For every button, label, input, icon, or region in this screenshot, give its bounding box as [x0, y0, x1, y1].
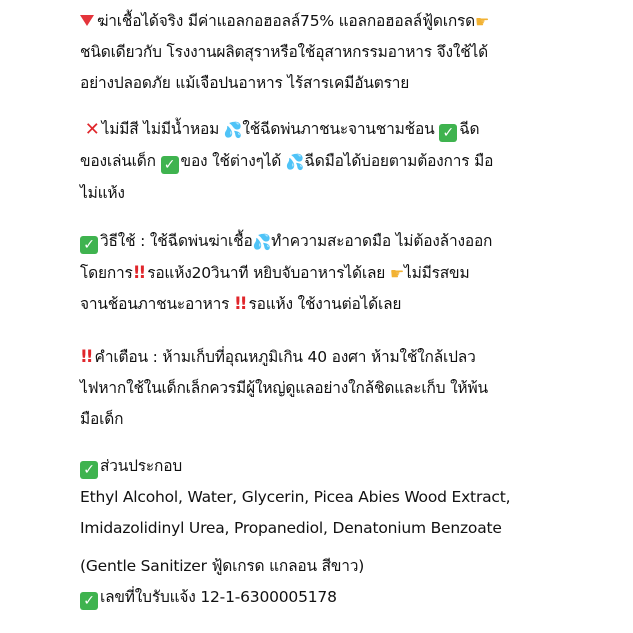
- cross-mark-icon: ✕: [84, 119, 100, 140]
- double-exclamation-icon: !!: [80, 347, 92, 367]
- sweat-droplets-icon: 💦: [285, 153, 305, 171]
- paragraph-benefits: [80, 6, 580, 99]
- paragraph-ingredients: [80, 451, 580, 544]
- paragraph-line: ไฟหากใช้ในเด็กเล็กควรมีผู้ใหญ่ดูแลอย่างใกล้ชิดและเก็บ ให้พ้น: [80, 379, 488, 397]
- paragraph-line: Ethyl Alcohol, Water, Glycerin, Picea Abies Wood Extract,: [80, 488, 511, 506]
- check-mark-icon: ✓: [80, 592, 98, 610]
- paragraph-line: มือเด็ก: [80, 410, 124, 428]
- paragraph-features: [80, 114, 580, 209]
- text-segment: ทำความสะอาดมือ ไม่ต้องล้างออก: [271, 232, 493, 250]
- registration-number: เลขที่ใบรับแจ้ง 12-1-6300005178: [100, 588, 337, 606]
- text-segment: โดยการ: [80, 264, 133, 282]
- paragraph-line: [80, 226, 580, 258]
- text-segment: ฉีดมือได้บ่อยตามต้องการ มือ: [304, 152, 494, 170]
- double-exclamation-icon: !!: [233, 294, 246, 314]
- text-segment: ฉีด: [459, 120, 480, 138]
- paragraph-line: Imidazolidinyl Urea, Propanediol, Denatonium Benzoate: [80, 519, 502, 537]
- paragraph-line: [80, 451, 580, 482]
- sweat-droplets-icon: 💦: [223, 121, 243, 139]
- pointing-hand-icon: ☛: [389, 264, 405, 283]
- paragraph-line: อย่างปลอดภัย แม้เจือปนอาหาร ไร้สารเคมีอันตราย: [80, 74, 410, 92]
- paragraph-line: [80, 146, 580, 178]
- sweat-droplets-icon: 💦: [252, 233, 272, 251]
- text-segment: ของ ใช้ต่างๆได้: [180, 152, 286, 170]
- paragraph-line: ไม่แห้ง: [80, 184, 125, 202]
- check-mark-icon: ✓: [439, 124, 457, 142]
- text-segment: ของเล่นเด็ก: [80, 152, 161, 170]
- text-segment: ใช้ฉีดพ่นภาชนะจานชามช้อน: [242, 120, 440, 138]
- paragraph-line: (Gentle Sanitizer ฟู้ดเกรด แกลอน สีขาว): [80, 557, 365, 575]
- ingredients-heading: ส่วนประกอบ: [100, 457, 182, 475]
- paragraph-line: [80, 6, 580, 37]
- paragraph-line: ชนิดเดียวกับ โรงงานผลิตสุราหรือใช้อุสาหกรรมอาหาร จึงใช้ได้: [80, 43, 488, 61]
- text-segment: คำเตือน : ห้ามเก็บที่อุณหภูมิเกิน 40 องศา ห้ามใช้ใกล้เปลว: [94, 348, 476, 366]
- text-segment: ไม่มีสี ไม่มีน้ำหอม: [101, 120, 224, 138]
- text-segment: ฆ่าเชื้อได้จริง มีค่าแอลกอฮอลล์75% แอลกอฮอลล์ฟู้ดเกรด: [97, 12, 475, 30]
- pointing-hand-icon: ☛: [475, 12, 490, 31]
- paragraph-line: [80, 342, 580, 373]
- paragraph-usage: [80, 226, 580, 320]
- text-segment: รอแห้ง20วินาที หยิบจับอาหารได้เลย: [147, 264, 390, 282]
- check-mark-icon: ✓: [161, 156, 179, 174]
- check-mark-icon: ✓: [80, 236, 98, 254]
- check-mark-icon: ✓: [80, 461, 98, 479]
- text-segment: จานช้อนภาชนะอาหาร: [80, 295, 234, 313]
- text-segment: ไม่มีรสขม: [404, 264, 470, 282]
- paragraph-line: [80, 258, 580, 289]
- paragraph-warning: [80, 342, 580, 435]
- double-exclamation-icon: !!: [132, 263, 145, 283]
- paragraph-product-info: [80, 551, 580, 613]
- text-segment: วิธีใช้ : ใช้ฉีดพ่นฆ่าเชื้อ: [100, 232, 253, 250]
- paragraph-line: [80, 582, 580, 613]
- red-down-triangle-icon: [80, 15, 94, 26]
- paragraph-line: [80, 289, 580, 320]
- text-segment: รอแห้ง ใช้งานต่อได้เลย: [248, 295, 402, 313]
- paragraph-line: [80, 114, 580, 146]
